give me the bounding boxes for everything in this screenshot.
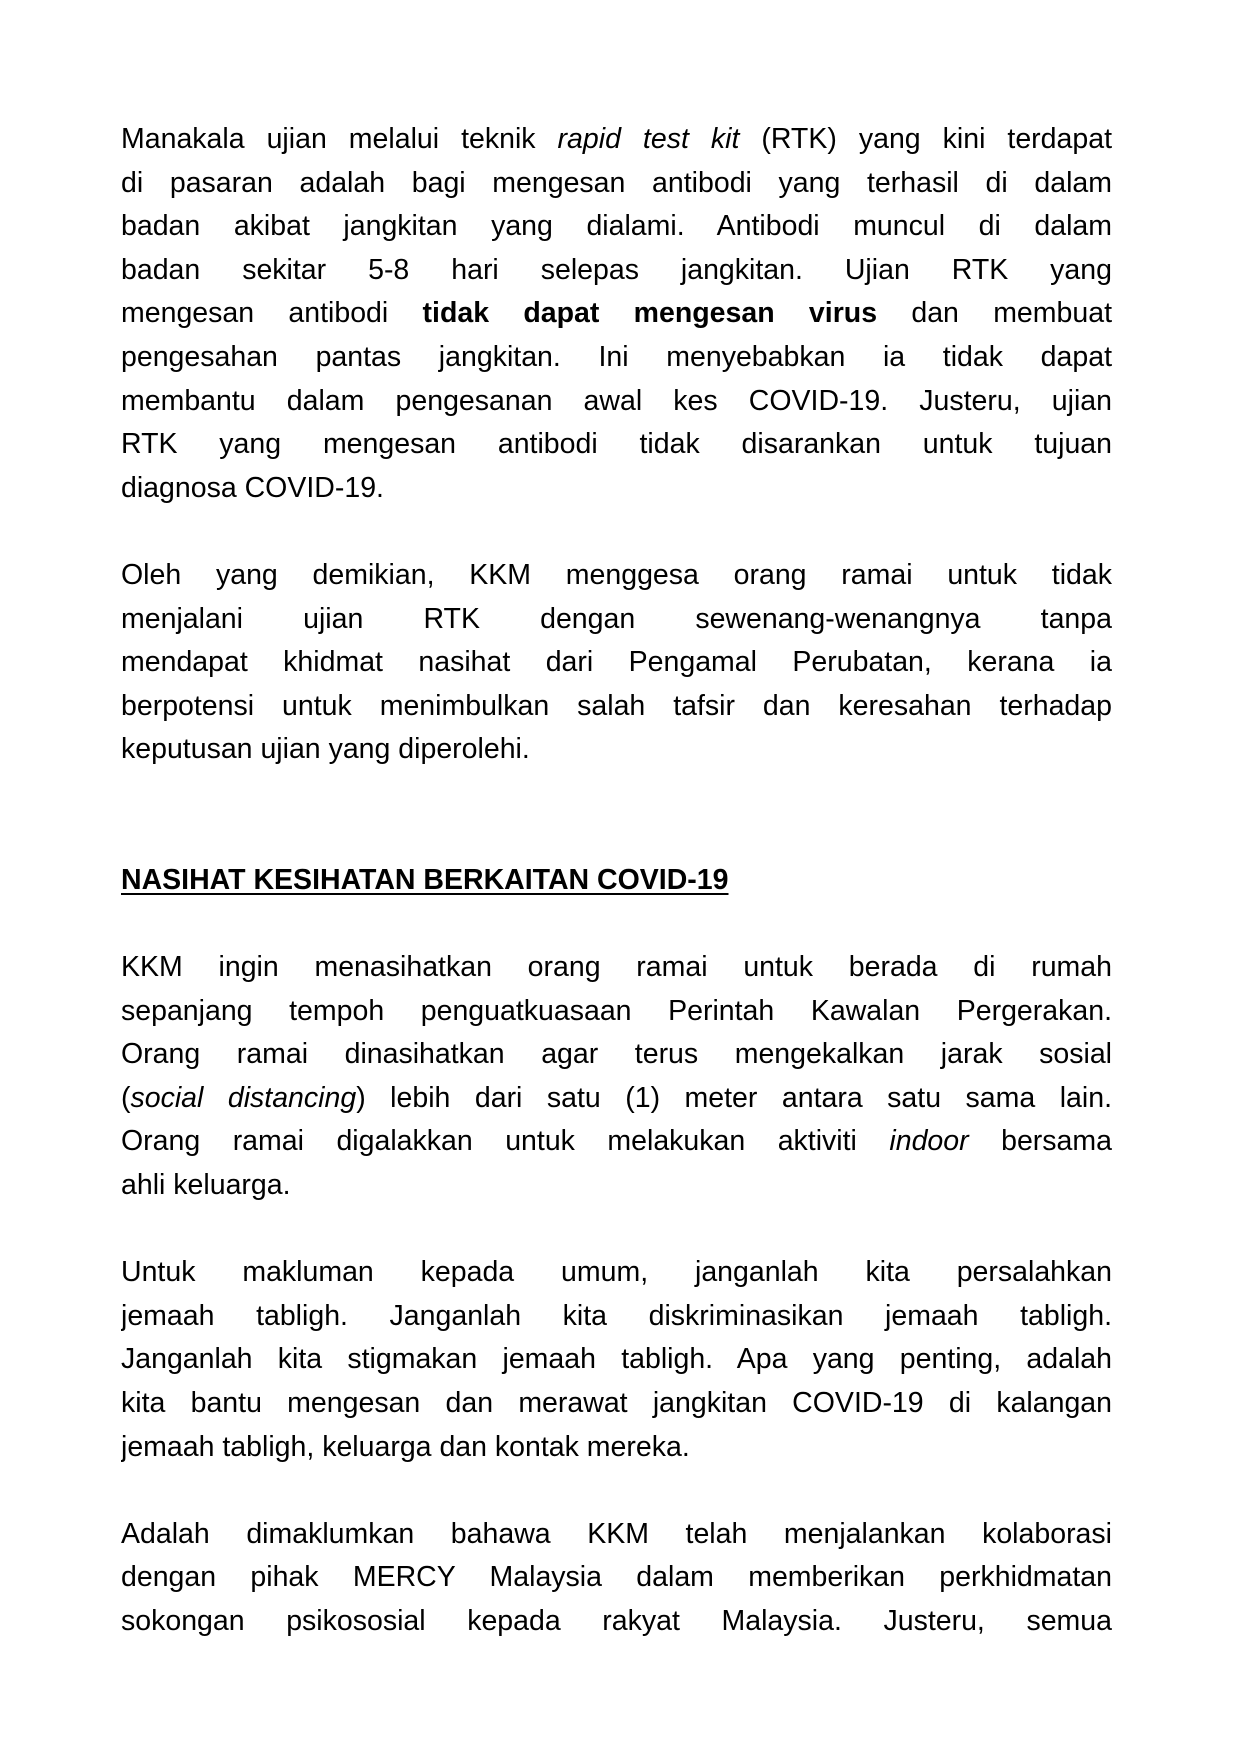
paragraph-kkm-warning xyxy=(121,554,1112,772)
paragraph-spacer xyxy=(121,1208,1112,1252)
paragraph-spacer xyxy=(121,903,1112,947)
text-line: KKM ingin menasihatkan orang ramai untuk berada di rumah xyxy=(121,951,1112,984)
text-line: ahli keluarga. xyxy=(121,1169,291,1202)
text-line: pengesahan pantas jangkitan. Ini menyebabkan ia tidak dapat xyxy=(121,340,1112,373)
text-run: mengesan antibodi xyxy=(121,297,423,330)
text-run: ( xyxy=(121,1081,131,1114)
text-run: dan membuat xyxy=(877,297,1112,330)
document-page xyxy=(121,118,1112,1644)
text-line xyxy=(121,1077,1112,1121)
paragraph-rtk-antibody xyxy=(121,118,1112,510)
section-heading: NASIHAT KESIHATAN BERKAITAN COVID-19 xyxy=(121,863,729,896)
section-spacer xyxy=(121,772,1112,859)
text-line: keputusan ujian yang diperolehi. xyxy=(121,733,530,766)
text-line: menjalani ujian RTK dengan sewenang-wenangnya tanpa xyxy=(121,602,1112,635)
text-line: sokongan psikososial kepada rakyat Malaysia. Justeru, semua xyxy=(121,1605,1112,1637)
paragraph-spacer xyxy=(121,510,1112,554)
paragraph-stay-home-advice xyxy=(121,946,1112,1208)
text-line: jemaah tabligh. Janganlah kita diskriminasikan jemaah tabligh. xyxy=(121,1299,1112,1332)
text-run: (RTK) yang kini terdapat xyxy=(739,123,1112,155)
text-line: kita bantu mengesan dan merawat jangkitan COVID-19 di kalangan xyxy=(121,1387,1112,1420)
italic-term: social distancing xyxy=(130,1081,357,1114)
text-line: Untuk makluman kepada umum, janganlah kita persalahkan xyxy=(121,1256,1112,1289)
paragraph-jemaah-tabligh xyxy=(121,1251,1112,1469)
text-line: berpotensi untuk menimbulkan salah tafsir dan keresahan terhadap xyxy=(121,689,1112,722)
text-line: Janganlah kita stigmakan jemaah tabligh. Apa yang penting, adalah xyxy=(121,1343,1112,1376)
text-run: Orang ramai digalakkan untuk melakukan aktiviti xyxy=(121,1125,890,1158)
paragraph-spacer xyxy=(121,1469,1112,1513)
text-line: mendapat khidmat nasihat dari Pengamal Perubatan, kerana ia xyxy=(121,646,1112,679)
text-line: jemaah tabligh, keluarga dan kontak mereka. xyxy=(121,1430,690,1463)
text-line xyxy=(121,292,1112,336)
paragraph-mercy-malaysia xyxy=(121,1513,1112,1644)
text-line: membantu dalam pengesanan awal kes COVID-19. Justeru, ujian xyxy=(121,384,1112,417)
text-line: badan sekitar 5-8 hari selepas jangkitan. Ujian RTK yang xyxy=(121,253,1112,286)
text-line: Orang ramai dinasihatkan agar terus mengekalkan jarak sosial xyxy=(121,1038,1112,1071)
text-line xyxy=(121,1120,1112,1164)
text-line: RTK yang mengesan antibodi tidak disarankan untuk tujuan xyxy=(121,428,1112,461)
text-line: dengan pihak MERCY Malaysia dalam memberikan perkhidmatan xyxy=(121,1561,1112,1594)
text-run: ) lebih dari satu (1) meter antara satu sama lain. xyxy=(356,1081,1112,1114)
text-line: sepanjang tempoh penguatkuasaan Perintah Kawalan Pergerakan. xyxy=(121,994,1112,1027)
text-line: Adalah dimaklumkan bahawa KKM telah menjalankan kolaborasi xyxy=(121,1517,1112,1550)
bold-emphasis: tidak dapat mengesan virus xyxy=(422,297,878,330)
text-line: di pasaran adalah bagi mengesan antibodi yang terhasil di dalam xyxy=(121,166,1112,199)
text-line xyxy=(121,118,1112,162)
italic-term: indoor xyxy=(889,1125,969,1158)
text-line: Oleh yang demikian, KKM menggesa orang ramai untuk tidak xyxy=(121,558,1112,591)
text-run: bersama xyxy=(968,1125,1112,1158)
text-run: Manakala ujian melalui teknik xyxy=(121,123,558,155)
italic-term: rapid test kit xyxy=(557,123,740,155)
text-line: badan akibat jangkitan yang dialami. Antibodi muncul di dalam xyxy=(121,210,1112,243)
text-line: diagnosa COVID-19. xyxy=(121,471,384,504)
